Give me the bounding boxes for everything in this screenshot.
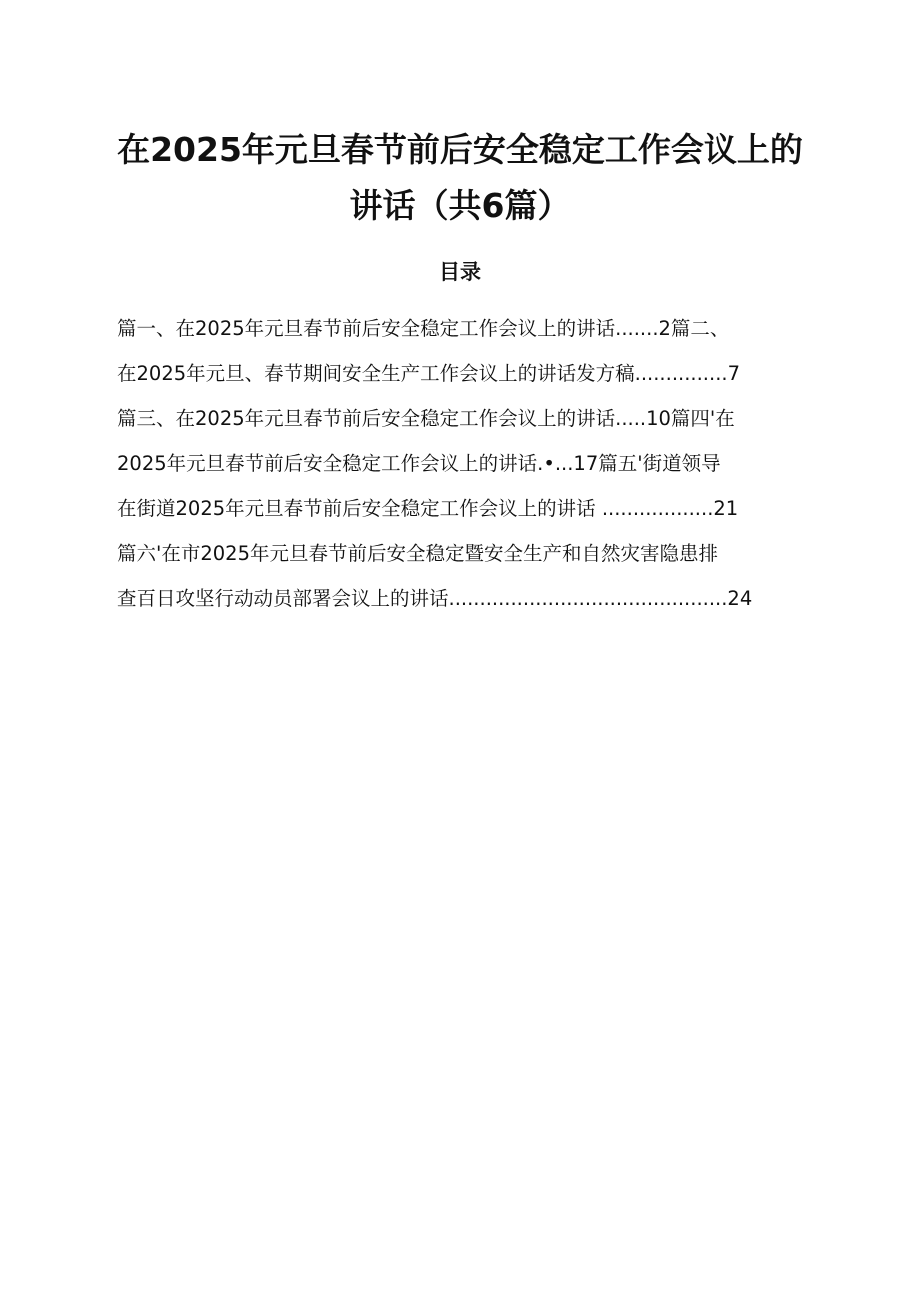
title-line-2: 讲话（共6篇）	[349, 186, 571, 225]
table-of-contents	[117, 306, 832, 621]
document-title	[60, 122, 860, 234]
toc-line-6: 篇六'在市2025年元旦春节前后安全稳定暨安全生产和自然灾害隐患排	[117, 542, 718, 565]
toc-line-2: 在2025年元旦、春节期间安全生产工作会议上的讲话发方稿...............7	[117, 362, 741, 385]
toc-line-5: 在街道2025年元旦春节前后安全稳定工作会议上的讲话 ..................21	[117, 497, 739, 520]
title-line-1: 在2025年元旦春节前后安全稳定工作会议上的	[117, 130, 803, 169]
toc-heading: 目录	[439, 260, 481, 284]
toc-line-7: 查百日攻坚行动动员部署会议上的讲话.............................................24	[117, 587, 753, 610]
toc-line-1: 篇一、在2025年元旦春节前后安全稳定工作会议上的讲话.......2篇二、	[117, 317, 730, 340]
toc-line-3: 篇三、在2025年元旦春节前后安全稳定工作会议上的讲话.....10篇四'在	[117, 407, 735, 430]
toc-line-4: 2025年元旦春节前后安全稳定工作会议上的讲话.•...17篇五'街道领导	[117, 452, 721, 475]
